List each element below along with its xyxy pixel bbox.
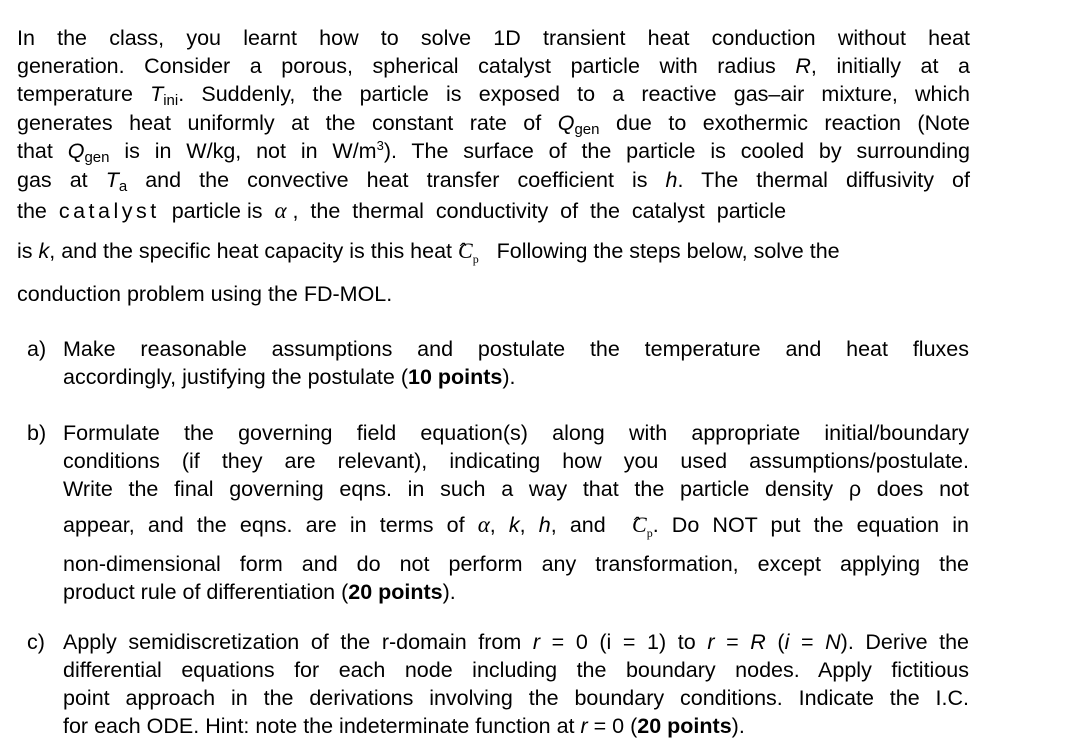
part-b-label: b) — [27, 421, 47, 445]
intro-line-1: In the class, you learnt how to solve 1D transient heat conduction without heat — [17, 26, 970, 50]
intro-line-6: gas at Ta and the convective heat transfer coefficient is h. The thermal diffusivity of — [17, 168, 970, 195]
intro-line-9: conduction problem using the FD-MOL. — [17, 282, 393, 306]
question-part-c — [27, 628, 969, 743]
intro-line-4: generates heat uniformly at the constant rate of Qgen due to exothermic reaction (Note — [17, 111, 970, 138]
intro-line-7: the catalyst particle is α , the thermal conductivity of the catalyst particle — [17, 198, 787, 223]
intro-line-3: temperature Tini. Suddenly, the particle is exposed to a reactive gas–air mixture, which — [17, 82, 970, 109]
intro-line-8: is k, and the specific heat capacity is this heat ̂ $C_p$ Following the steps below, solve the — [17, 238, 840, 267]
question-part-a — [27, 335, 969, 395]
part-c-body: Apply semidiscretization of the r-domain from r = 0 (i = 1) to r = R (i = N). Derive the differential equations for each node including the boundary nodes. Apply fictitious point approach in the derivations involving the boundary conditions. Indicate the I.C. for each ODE. Hint: note the indeterminate function at r = 0 (20 points). — [63, 630, 970, 738]
part-c-label: c) — [27, 630, 45, 654]
question-part-b — [27, 419, 969, 604]
intro-line-5: that Qgen is in W/kg, not in $W/m^3$). The surface of the particle is cooled by surrounding — [17, 138, 970, 166]
intro-line-2: generation. Consider a porous, spherical catalyst particle with radius R, initially at a — [17, 54, 970, 78]
part-a-label: a) — [27, 337, 47, 361]
part-b-body: Formulate the governing field equation(s) along with appropriate initial/boundary conditions (if they are relevant), indicating how you used assumptions/postulate. Write the final governing eqns. in such a way that the particle density ρ does not appear, and the eqns. are in terms of α, k, h, and ̂ $C_p$. Do NOT put the equation in non-dimensional form and do not perform any transformation, except applying the product rule of differentiation (20 points). — [63, 419, 969, 606]
cp-symbol: ̂ $C_p$ — [632, 511, 653, 542]
cp-symbol: ̂ $C_p$ — [458, 238, 479, 267]
part-a-body: Make reasonable assumptions and postulate the temperature and heat fluxes accordingly, justifying the postulate (10 points). — [63, 337, 969, 389]
